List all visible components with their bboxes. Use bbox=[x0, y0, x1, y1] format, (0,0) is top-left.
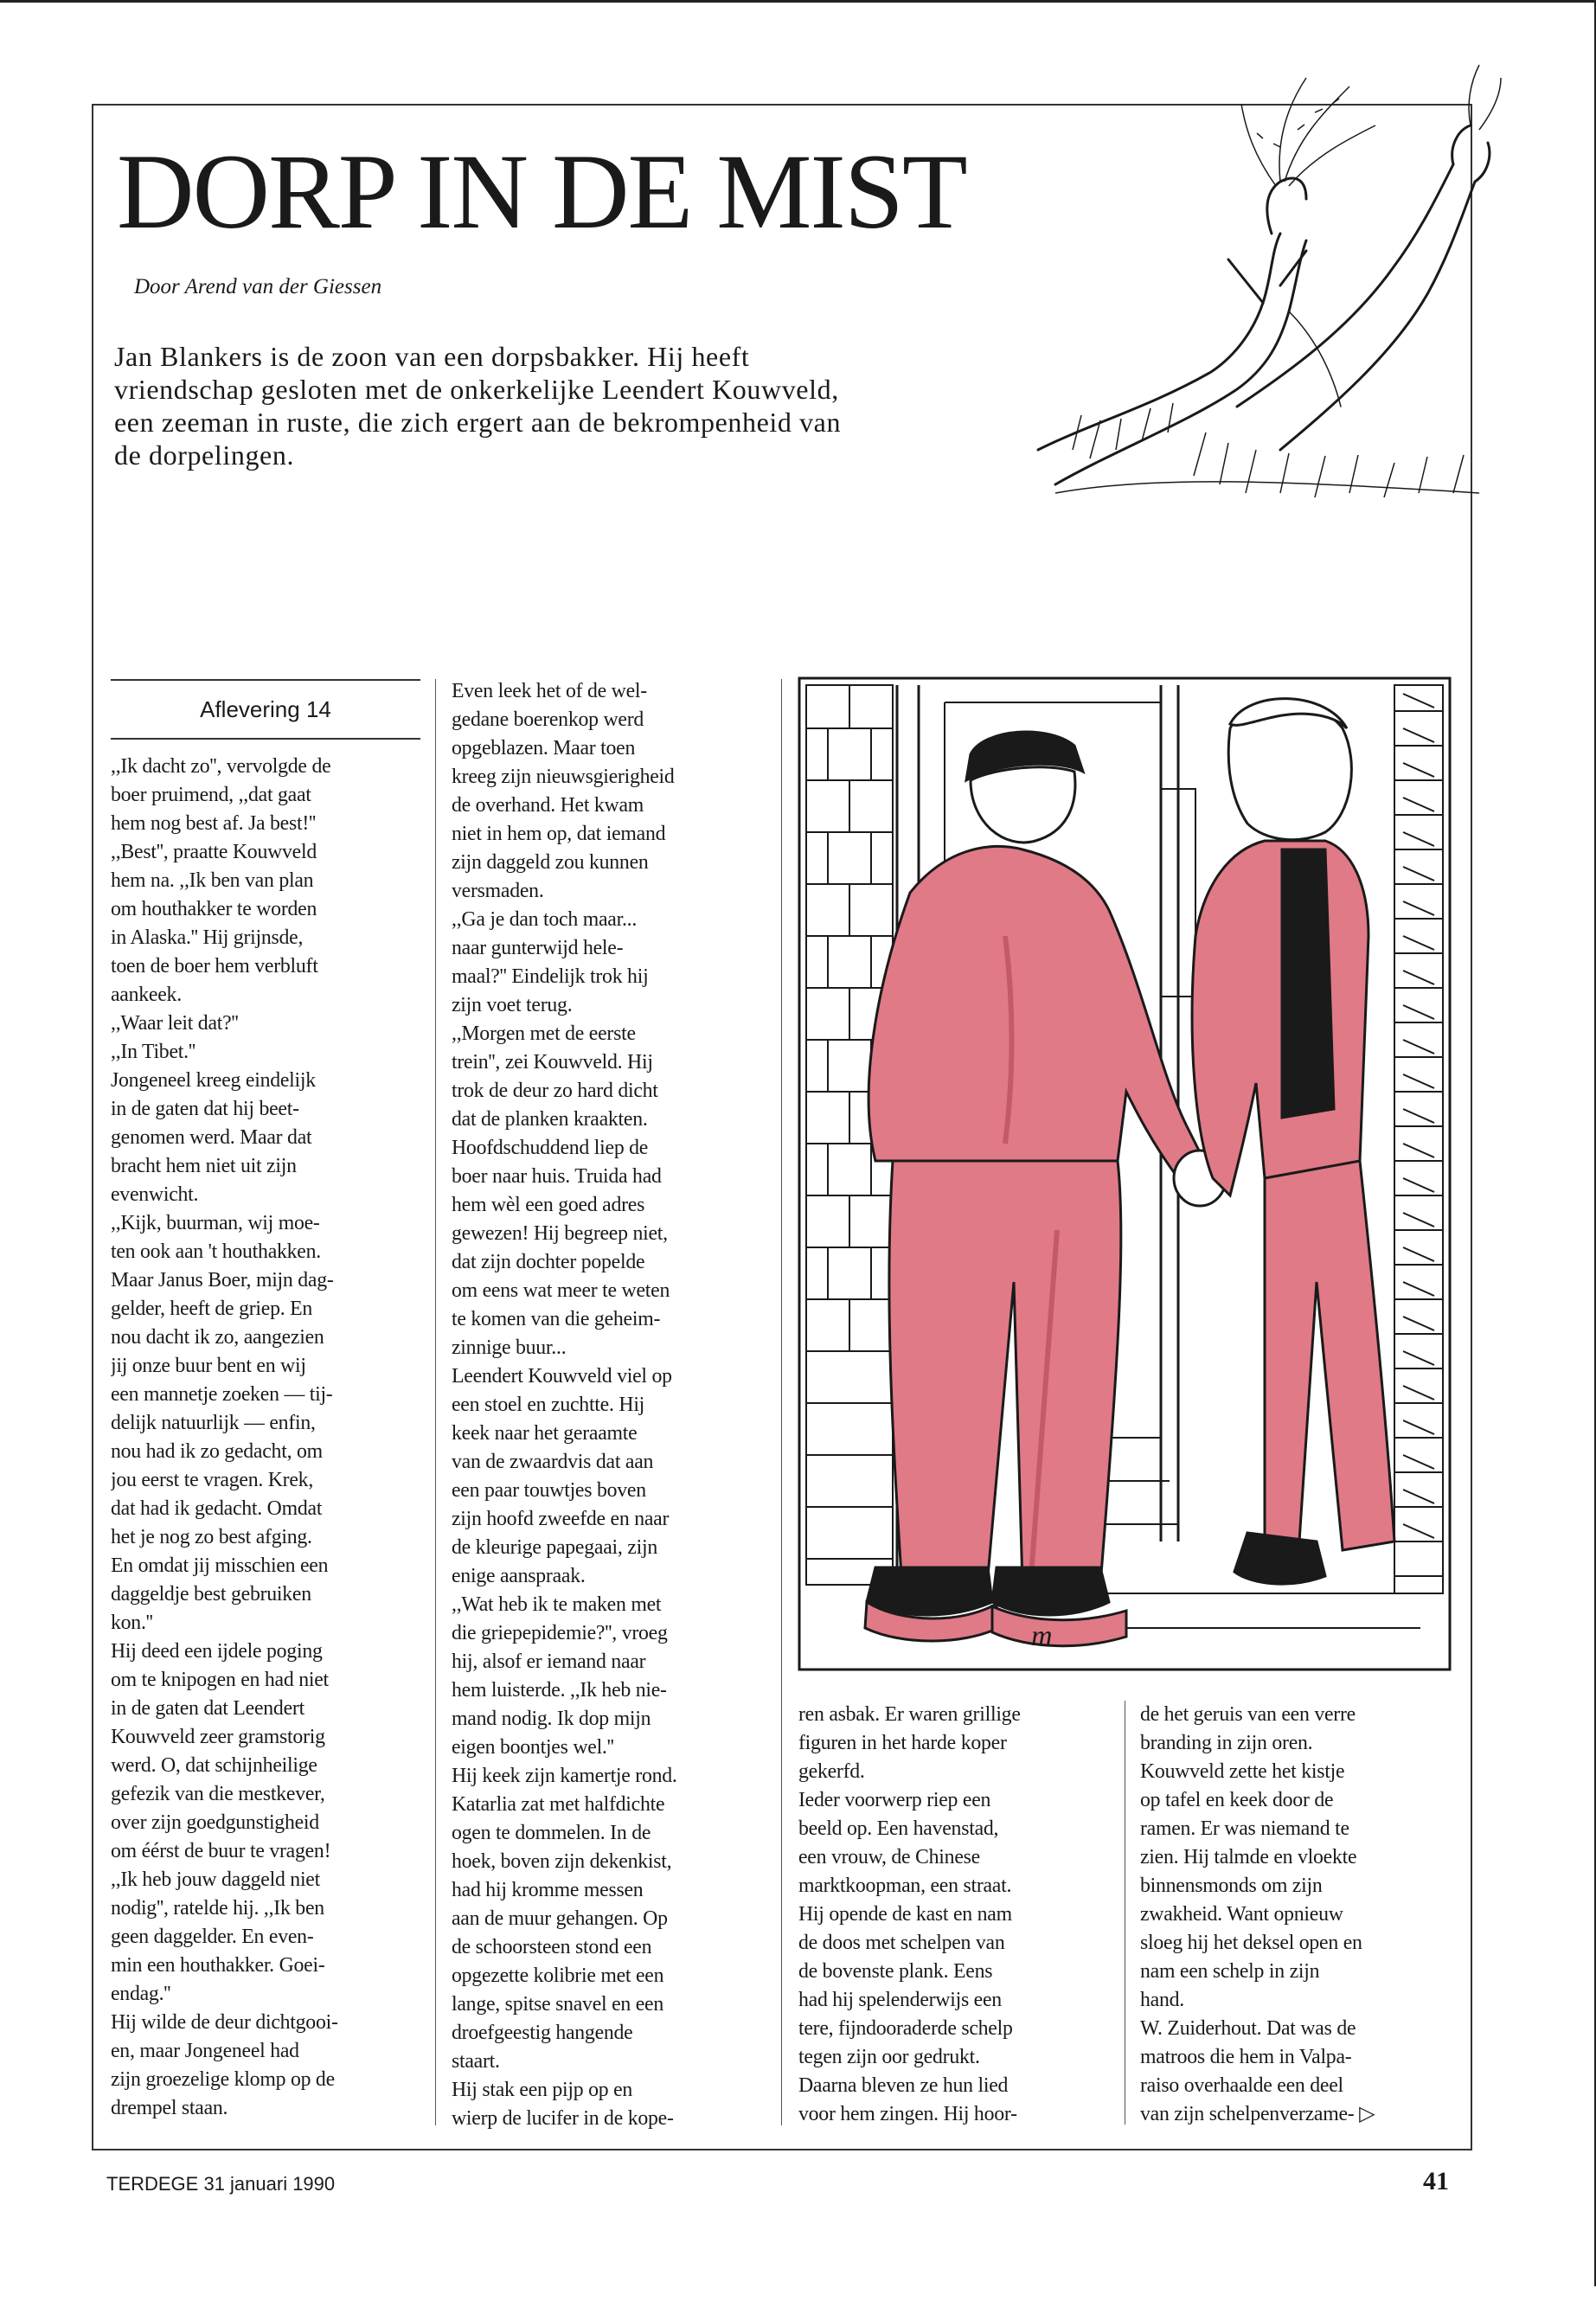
text-column-2: Even leek het of de wel- gedane boerenkop werd opgeblazen. Maar toen kreeg zijn nieuwsgierigheid de overhand. Het kwam niet in hem op, dat iemand zijn daggeld zou kunnen versmaden. ,,Ga je dan toch maar... naar gunterwijd hele- maal?'' Eindelijk trok hij zijn voet terug. ,,Morgen met de eerste trein'', zei Kouwveld. Hij trok de deur zo hard dicht dat de planken kraakten. Hoofdschuddend liep de boer naar huis. Truida had hem wèl een goed adres gewezen! Hij begreep niet, dat zijn dochter popelde om eens wat meer te weten te komen van die geheim- zinnige buur... Leendert Kouwveld viel op een stoel en zuchtte. Hij keek naar het geraamte van de zwaardvis dat aan een paar touwtjes boven zijn hoofd zweefde en naar de kleurige papegaai, zijn enige aanspraak. ,,Wat heb ik te maken met die griepepidemie?'', vroeg hij, alsof er iemand naar hem luisterde. ,,Ik heb nie- mand nodig. Ik dop mijn eigen boontjes wel.'' Hij keek zijn kamertje rond. Katarlia zat met halfdichte ogen te dommelen. In de hoek, boven zijn dekenkist, had hij kromme messen aan de muur gehangen. Op de schoorsteen stond een opgezette kolibrie met een lange, spitse snavel en een droefgeestig hangende staart. Hij stak een pijp op en wierp de lucifer in de kope- bbox=[452, 680, 677, 2130]
text-column-4: de het geruis van een verre branding in zijn oren. Kouwveld zette het kistje op tafel en keek door de ramen. Er was niemand te zien. Hij talmde en vloekte binnensmonds om zijn zwakheid. Want opnieuw sloeg hij het deksel open en nam een schelp in zijn hand. W. Zuiderhout. Dat was de matroos die hem in Valpa- raiso overhaalde een deel van zijn schelpenverzame- ▷ bbox=[1140, 1703, 1375, 2125]
article-title: DORP IN DE MIST bbox=[117, 132, 966, 251]
page-number: 41 bbox=[1423, 2167, 1449, 2195]
column-divider bbox=[781, 679, 782, 2125]
text-column-1: ,,Ik dacht zo'', vervolgde de boer pruimend, ,,dat gaat hem nog best af. Ja best!'' ,,Best'', praatte Kouwveld hem na. ,,Ik ben van plan om houthakker te worden in Alaska.'' Hij grijnsde, toen de boer hem verbluft aankeek. ,,Waar leit dat?'' ,,In Tibet.'' Jongeneel kreeg eindelijk in de gaten dat hij beet- genomen werd. Maar dat bracht hem niet uit zijn evenwicht. ,,Kijk, buurman, wij moe- ten ook aan 't houthakken. Maar Janus Boer, mijn dag- gelder, heeft de griep. En nou dacht ik zo, aangezien jij onze buur bent en wij een mannetje zoeken — tij- delijk natuurlijk — enfin, nou had ik zo gedacht, om jou eerst te vragen. Krek, dat had ik gedacht. Omdat het je nog zo best afging. En omdat jij misschien een daggeldje best gebruiken kon.'' Hij deed een ijdele poging om te knipogen en had niet in de gaten dat Leendert Kouwveld zeer gramstorig werd. O, dat schijnheilige gefezik van die mestkever, over zijn goedgunstigheid om éérst de buur te vragen! ,,Ik heb jouw daggeld niet nodig'', ratelde hij. ,,Ik ben geen daggelder. En even- min een houthakker. Goei- endag.'' Hij wilde de deur dichtgooi- en, maar Jongeneel had zijn groezelige klomp op de drempel staan. bbox=[111, 755, 338, 2119]
two-men-doorway-illustration bbox=[798, 676, 1452, 1671]
willow-trees-illustration bbox=[1021, 43, 1505, 528]
striped-wall-right bbox=[1394, 685, 1443, 1593]
text-column-3: ren asbak. Er waren grillige figuren in het harde koper gekerfd. Ieder voorwerp riep een beeld op. Een havenstad, een vrouw, de Chinese marktkoopman, een straat. Hij opende de kast en nam de doos met schelpen van de bovenste plank. Eens had hij spelenderwijs een tere, fijndooraderde schelp tegen zijn oor gedrukt. Daarna bleven ze hun lied voor hem zingen. Hij hoor- bbox=[798, 1703, 1021, 2125]
column-divider bbox=[435, 679, 436, 2125]
artist-signature: m bbox=[1031, 1620, 1053, 1652]
intro-paragraph: Jan Blankers is de zoon van een dorpsbakker. Hij heeft vriendschap gesloten met de onkerkelijke Leendert Kouwveld, een zeeman in ruste, die zich ergert aan de bekrompenheid van de dorpelingen. bbox=[114, 341, 842, 471]
publication-footer: TERDEGE 31 januari 1990 bbox=[106, 2173, 336, 2195]
episode-label: Aflevering 14 bbox=[111, 679, 420, 740]
footer-rule bbox=[92, 2149, 1469, 2150]
author-byline: Door Arend van der Giessen bbox=[134, 275, 382, 298]
